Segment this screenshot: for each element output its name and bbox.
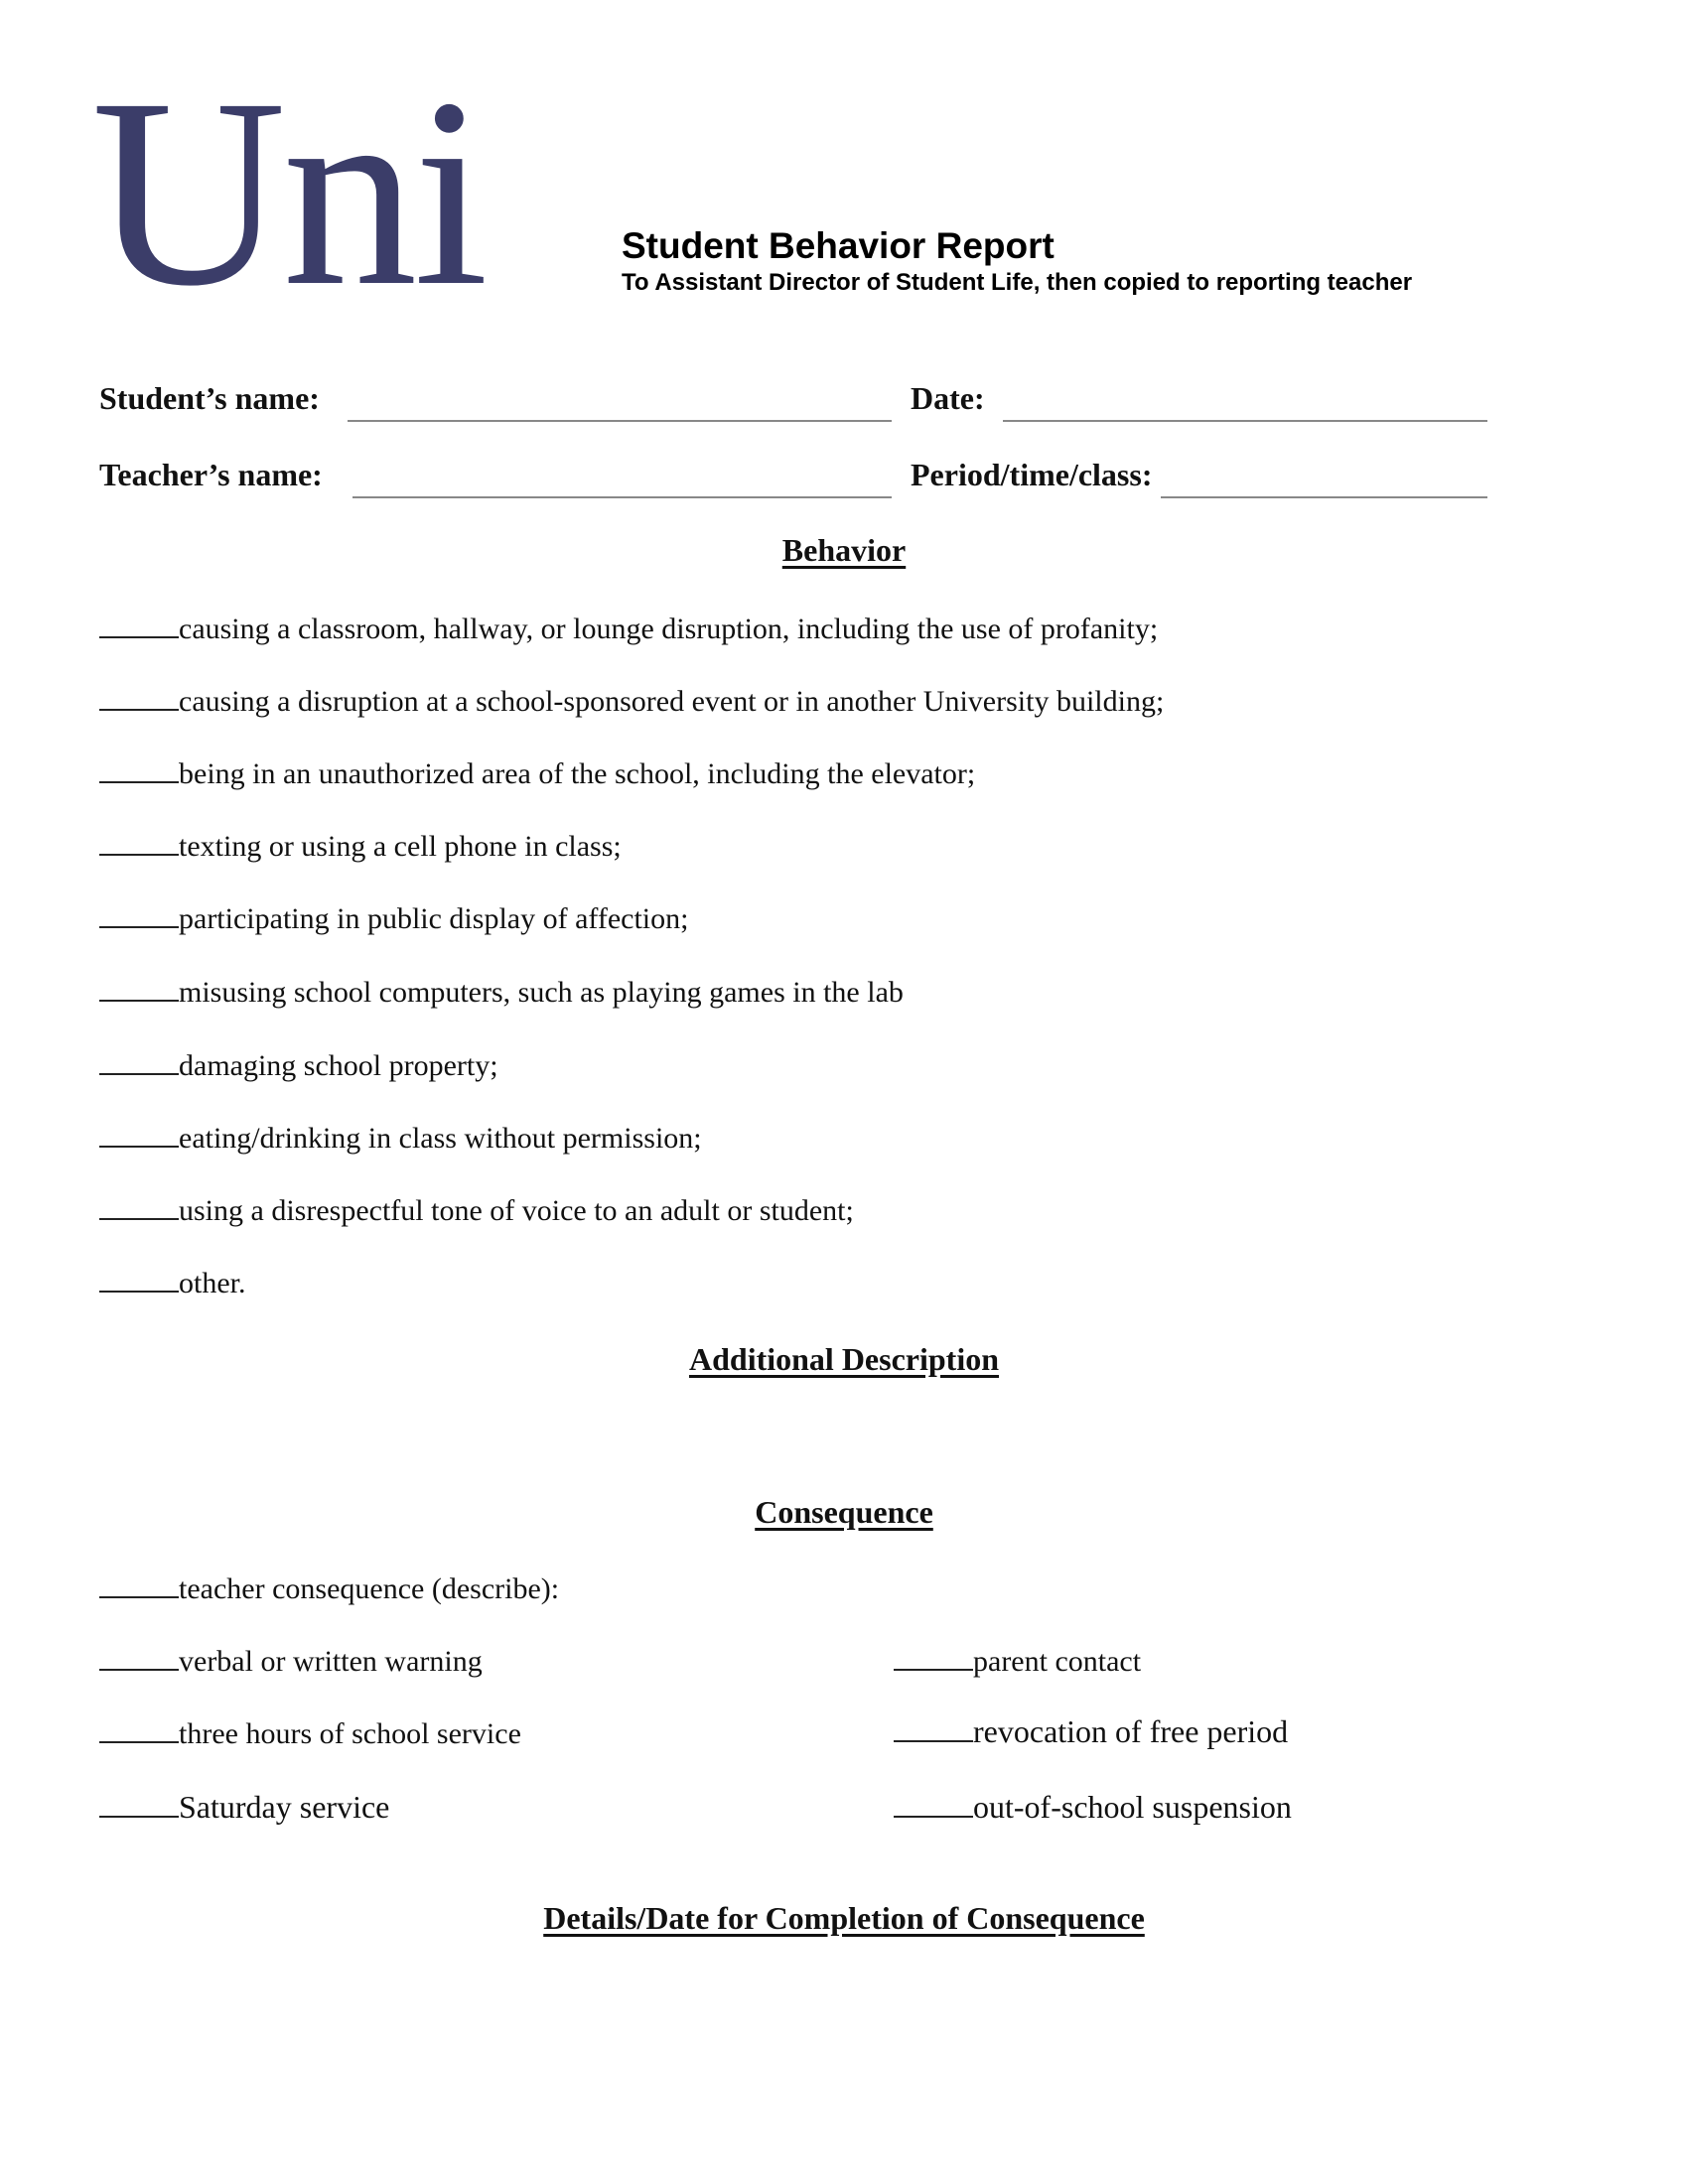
checkbox-blank[interactable] — [99, 976, 179, 1002]
consequence-item: verbal or written warning — [99, 1645, 483, 1677]
checkbox-blank[interactable] — [99, 1572, 179, 1598]
checkbox-blank[interactable] — [99, 1792, 179, 1818]
teacher-name-field[interactable] — [352, 496, 892, 498]
date-label: Date: — [911, 380, 985, 416]
behavior-item: other. — [99, 1267, 246, 1298]
teacher-period-row — [99, 457, 1489, 506]
consequence-item: three hours of school service — [99, 1717, 521, 1749]
checkbox-blank[interactable] — [99, 613, 179, 638]
details-heading: Details/Date for Completion of Consequence — [543, 1900, 1145, 1936]
report-title: Student Behavior Report — [622, 225, 1055, 266]
report-subtitle: To Assistant Director of Student Life, then copied to reporting teacher — [622, 268, 1413, 296]
consequence-item: out-of-school suspension — [894, 1791, 1292, 1823]
checkbox-blank[interactable] — [894, 1716, 973, 1742]
checkbox-blank[interactable] — [894, 1792, 973, 1818]
checkbox-blank[interactable] — [99, 1194, 179, 1220]
behavior-item: causing a disruption at a school-sponsored event or in another University building; — [99, 685, 1164, 717]
student-name-field[interactable] — [348, 420, 892, 422]
additional-description-heading: Additional Description — [688, 1341, 1000, 1377]
checkbox-blank[interactable] — [894, 1645, 973, 1671]
checkbox-blank[interactable] — [99, 685, 179, 711]
behavior-heading: Behavior — [781, 532, 907, 568]
behavior-item: being in an unauthorized area of the school, including the elevator; — [99, 757, 975, 789]
consequence-item: teacher consequence (describe): — [99, 1572, 559, 1604]
behavior-item: damaging school property; — [99, 1049, 498, 1081]
period-field[interactable] — [1161, 496, 1487, 498]
behavior-item: participating in public display of affection; — [99, 902, 688, 934]
behavior-item: causing a classroom, hallway, or lounge disruption, including the use of profanity; — [99, 613, 1158, 644]
period-label: Period/time/class: — [911, 457, 1153, 492]
checkbox-blank[interactable] — [99, 1267, 179, 1293]
checkbox-blank[interactable] — [99, 1049, 179, 1075]
behavior-item: using a disrespectful tone of voice to an adult or student; — [99, 1194, 854, 1226]
checkbox-blank[interactable] — [99, 902, 179, 928]
school-logo: Uni — [91, 43, 485, 341]
teacher-name-label: Teacher’s name: — [99, 457, 323, 492]
checkbox-blank[interactable] — [99, 1122, 179, 1148]
checkbox-blank[interactable] — [99, 1717, 179, 1743]
student-name-label: Student’s name: — [99, 380, 320, 416]
consequence-item: parent contact — [894, 1645, 1141, 1677]
behavior-item: texting or using a cell phone in class; — [99, 830, 622, 862]
checkbox-blank[interactable] — [99, 1645, 179, 1671]
behavior-item: eating/drinking in class without permission; — [99, 1122, 702, 1154]
consequence-heading: Consequence — [755, 1494, 933, 1530]
behavior-item: misusing school computers, such as playing games in the lab — [99, 976, 904, 1008]
student-date-row — [99, 380, 1489, 430]
consequence-item: Saturday service — [99, 1791, 389, 1823]
date-field[interactable] — [1003, 420, 1487, 422]
consequence-item: revocation of free period — [894, 1715, 1288, 1747]
title-block — [622, 226, 1412, 297]
checkbox-blank[interactable] — [99, 830, 179, 856]
checkbox-blank[interactable] — [99, 757, 179, 783]
